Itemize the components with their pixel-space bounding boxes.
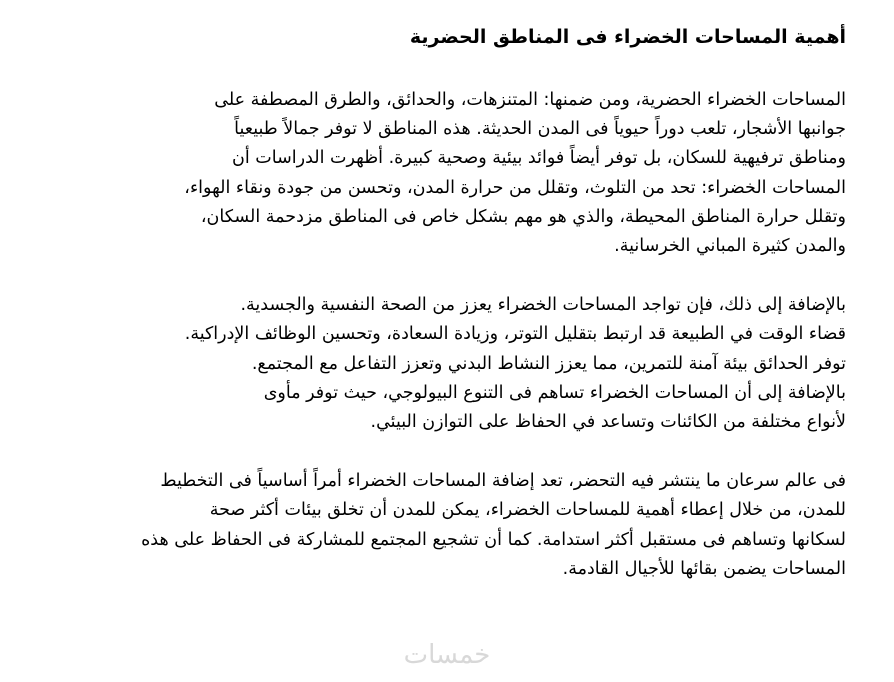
paragraph-line: المساحات الخضراء الحضرية، ومن ضمنها: المتنزهات، والحدائق، والطرق المصطفة على — [214, 90, 846, 110]
paragraph-line: المساحات الخضراء: تحد من التلوث، وتقلل من حرارة المدن، وتحسن من جودة ونقاء الهواء، — [184, 177, 846, 198]
paragraph-line: لأنواع مختلفة من الكائنات وتساعد في الحفاظ على التوازن البيئي. — [370, 412, 846, 433]
document-body — [70, 22, 846, 584]
paragraph-line: لسكانها وتساهم فى مستقبل أكثر استدامة. كما أن تشجيع المجتمع للمشاركة فى الحفاظ على هذه — [141, 529, 846, 550]
paragraph-line: المساحات يضمن بقائها للأجيال القادمة. — [562, 558, 846, 579]
paragraph-line: بالإضافة إلى أن المساحات الخضراء تساهم فى التنوع البيولوجي، حيث توفر مأوى — [263, 382, 846, 403]
paragraph-line: وتقلل حرارة المناطق المحيطة، والذي هو مهم بشكل خاص فى المناطق مزدحمة السكان، — [200, 206, 846, 227]
paragraph-line: للمدن، من خلال إعطاء أهمية للمساحات الخضراء، يمكن للمدن أن تخلق بيئات أكثر صحة — [209, 500, 846, 521]
paragraph-line: فى عالم سرعان ما ينتشر فيه التحضر، تعد إضافة المساحات الخضراء أمراً أساسياً فى التخطيط — [160, 471, 846, 492]
paragraph-3 — [70, 467, 846, 584]
paragraph-line: والمدن كثيرة المباني الخرسانية. — [614, 236, 846, 257]
paragraph-2 — [70, 291, 846, 437]
paragraph-line: قضاء الوقت في الطبيعة قد ارتبط بتقليل التوتر، وزيادة السعادة، وتحسين الوظائف الإدراكية. — [184, 324, 846, 345]
paragraph-line: ومناطق ترفيهية للسكان، بل توفر أيضاً فوائد بيئية وصحية كبيرة. أظهرت الدراسات أن — [232, 148, 846, 169]
document-title: أهمية المساحات الخضراء فى المناطق الحضرية — [409, 26, 846, 48]
paragraph-line: توفر الحدائق بيئة آمنة للتمرين، مما يعزز النشاط البدني وتعزز التفاعل مع المجتمع. — [251, 353, 846, 374]
paragraph-1 — [70, 86, 846, 261]
paragraph-line: جوانبها الأشجار، تلعب دوراً حيوياً فى المدن الحديثة. هذه المناطق لا توفر جمالاً طبيعياً — [234, 119, 846, 140]
khamsat-watermark: خمسات — [403, 640, 491, 670]
paragraph-line: بالإضافة إلى ذلك، فإن تواجد المساحات الخضراء يعزز من الصحة النفسية والجسدية. — [240, 295, 846, 316]
